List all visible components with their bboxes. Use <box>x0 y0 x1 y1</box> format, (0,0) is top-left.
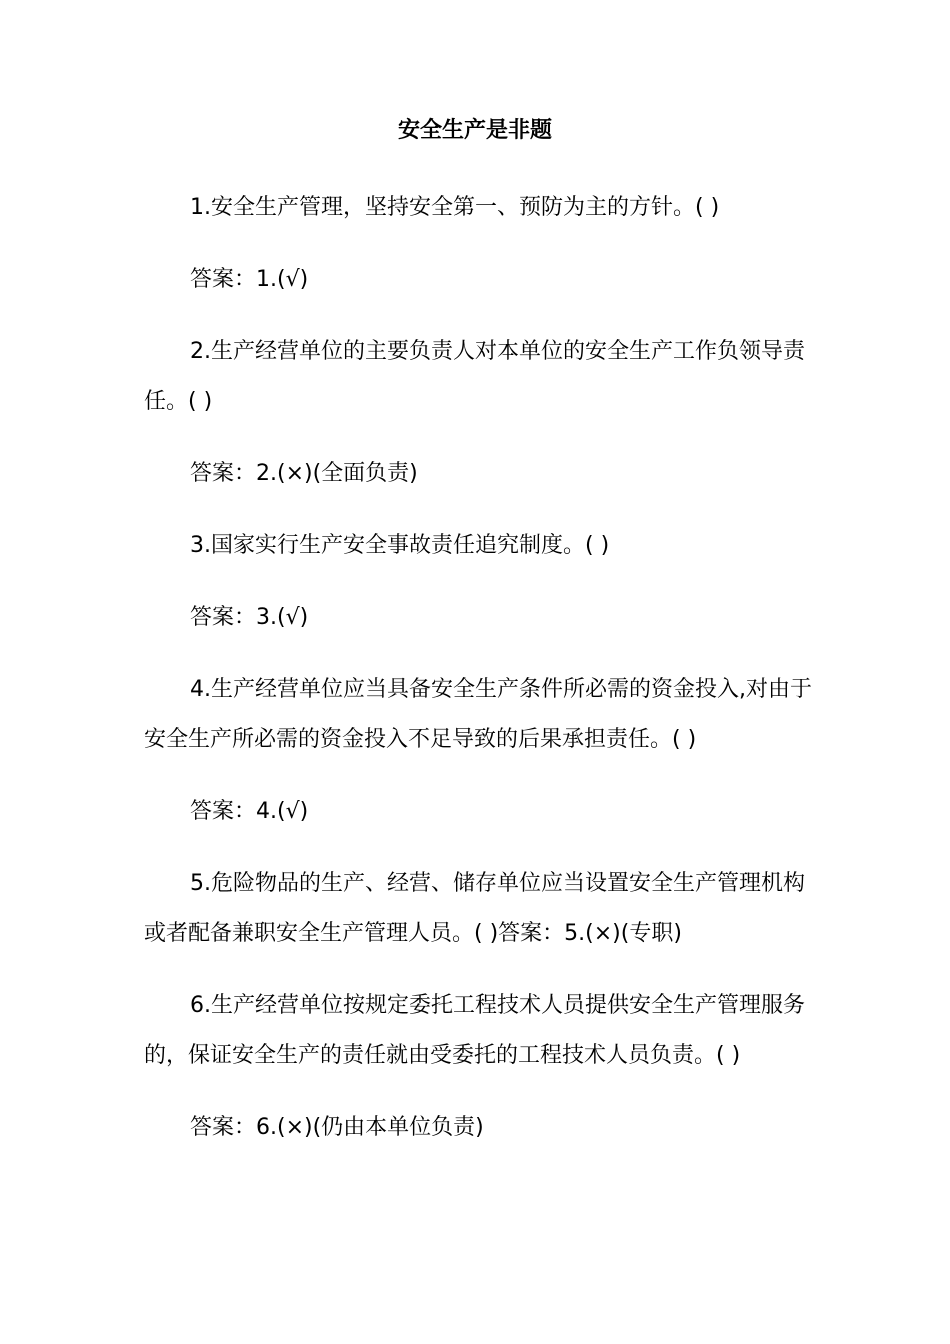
document-title: 安全生产是非题 <box>397 118 552 143</box>
question-4: 4.生产经营单位应当具备安全生产条件所必需的资金投入,对由于安全生产所必需的资金投入不足导致的后果承担责任。( ) <box>144 677 812 752</box>
answer-1: 答案：1.(√) <box>190 267 309 292</box>
document-body <box>144 183 814 1175</box>
answer-3: 答案：3.(√) <box>190 605 309 630</box>
question-6: 6.生产经营单位按规定委托工程技术人员提供安全生产管理服务的，保证安全生产的责任就由受委托的工程技术人员负责。( ) <box>144 993 805 1068</box>
answer-4: 答案：4.(√) <box>190 799 309 824</box>
question-1: 1.安全生产管理，坚持安全第一、预防为主的方针。( ) <box>190 195 720 220</box>
question-3: 3.国家实行生产安全事故责任追究制度。( ) <box>190 533 610 558</box>
answer-6: 答案：6.(×)(仍由本单位负责) <box>190 1115 484 1140</box>
question-2: 2.生产经营单位的主要负责人对本单位的安全生产工作负领导责任。( ) <box>144 339 805 414</box>
question-5-with-answer: 5.危险物品的生产、经营、储存单位应当设置安全生产管理机构或者配备兼职安全生产管理人员。( )答案：5.(×)(专职) <box>144 871 805 946</box>
answer-2: 答案：2.(×)(全面负责) <box>190 461 418 486</box>
